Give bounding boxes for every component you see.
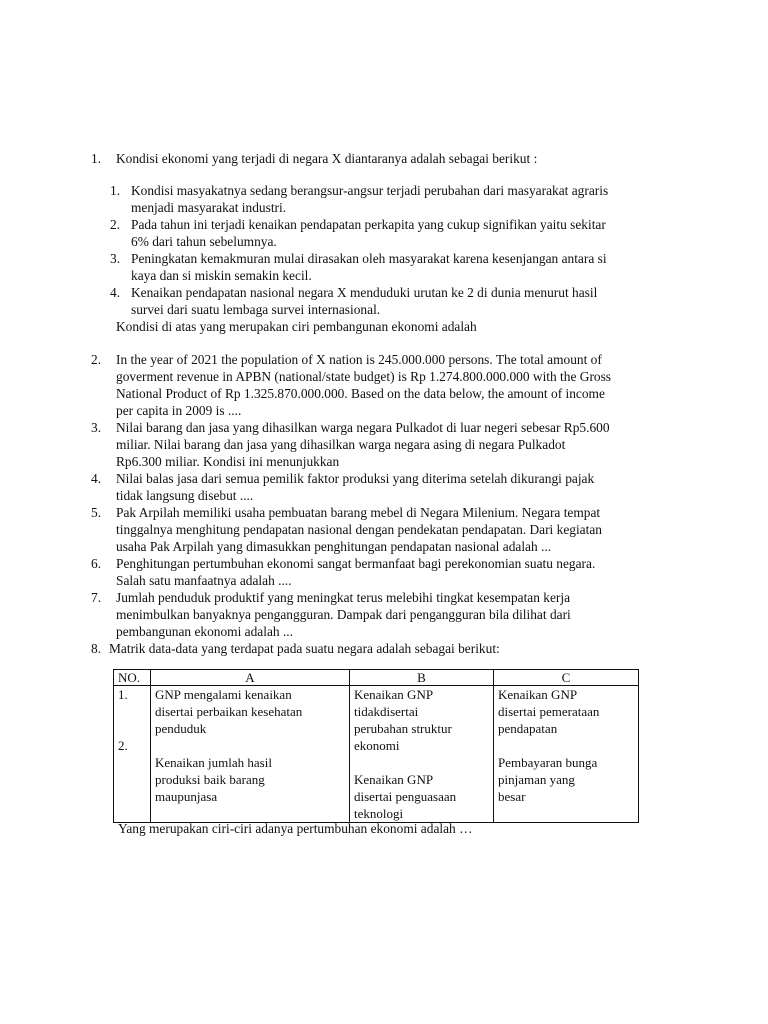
header-c: C [494,670,639,686]
q4-line-2: tidak langsung disebut .... [116,488,254,503]
q8-question: Yang merupakan ciri-ciri adanya pertumbuhan ekonomi adalah … [118,821,473,836]
q1-item-1-line-1: Kondisi masyakatnya sedang berangsur-angsur terjadi perubahan dari masyarakat agraris [131,183,609,198]
q1-item-3-line-1: Peningkatan kemakmuran mulai dirasakan oleh masyarakat karena kesenjangan antara si [131,251,607,266]
cell-c-item2-line3: besar [498,789,526,804]
q7-line-1: Jumlah penduduk produktif yang meningkat terus melebihi tingkat kesempatan kerja [116,590,571,605]
q3-line-1: Nilai barang dan jasa yang dihasilkan warga negara Pulkadot di luar negeri sebesar Rp5.600 [116,420,610,435]
q4-number: 4. [91,471,102,486]
q1-intro: Kondisi ekonomi yang terjadi di negara X diantaranya adalah sebagai berikut : [116,151,538,166]
q1-item-1-line-2: menjadi masyarakat industri. [131,200,287,215]
data-matrix-table [113,669,639,823]
q8-number: 8. [91,641,102,656]
q3-line-3: Rp6.300 miliar. Kondisi ini menunjukkan [116,454,340,469]
cell-c [494,686,639,823]
q2-line-4: per capita in 2009 is .... [116,403,242,418]
cell-b-item2-line2: disertai penguasaan [354,789,457,804]
q7-number: 7. [91,590,102,605]
q7-line-2: menimbulkan banyaknya pengangguran. Dampak dari pengangguran bila dilihat dari [116,607,571,622]
q3-number: 3. [91,420,102,435]
q1-item-3-line-2: kaya dan si miskin semakin kecil. [131,268,312,283]
cell-b-item2-line1: Kenaikan GNP [354,772,434,787]
row-number-1: 1. [118,687,128,702]
cell-b-item1-line1: Kenaikan GNP [354,687,434,702]
q2-line-2: goverment revenue in APBN (national/state budget) is Rp 1.274.800.000.000 with the Gross [116,369,612,384]
q2-line-1: In the year of 2021 the population of X nation is 245.000.000 persons. The total amount of [116,352,602,367]
header-b: B [350,670,494,686]
cell-b-item1-line2: tidakdisertai [354,704,419,719]
cell-a-item2-line2: produksi baik barang [155,772,265,787]
table-header-row [114,670,639,686]
cell-a-item1-line3: penduduk [155,721,207,736]
q5-line-2: tinggalnya menghitung pendapatan nasional dengan pendekatan pendapatan. Dari kegiatan [116,522,602,537]
row-number-2: 2. [118,738,128,753]
q2-number: 2. [91,352,102,367]
cell-a-item2-line1: Kenaikan jumlah hasil [155,755,272,770]
table-row [114,686,639,823]
q1-item-4-line-2: survei dari suatu lembaga survei internasional. [131,302,381,317]
q6-line-2: Salah satu manfaatnya adalah .... [116,573,292,588]
cell-a-item2-line3: maupunjasa [155,789,218,804]
q1-item-4-line-1: Kenaikan pendapatan nasional negara X menduduki urutan ke 2 di dunia menurut hasil [131,285,598,300]
cell-c-item1-line3: pendapatan [498,721,558,736]
cell-b-item1-line3: perubahan struktur [354,721,452,736]
q1-item-4-number: 4. [110,285,121,300]
q1-number: 1. [91,151,102,166]
q1-item-1-number: 1. [110,183,121,198]
q3-line-2: miliar. Nilai barang dan jasa yang dihasilkan warga negara asing di negara Pulkadot [116,437,566,452]
cell-b-item2-line3: teknologi [354,806,404,821]
q1-item-2-line-1: Pada tahun ini terjadi kenaikan pendapatan perkapita yang cukup signifikan yaitu sekitar [131,217,606,232]
cell-b-item1-line4: ekonomi [354,738,400,753]
cell-a-item1-line2: disertai perbaikan kesehatan [155,704,303,719]
q6-number: 6. [91,556,102,571]
q5-line-1: Pak Arpilah memiliki usaha pembuatan barang mebel di Negara Milenium. Negara tempat [116,505,601,520]
q2-line-3: National Product of Rp 1.325.870.000.000. Based on the data below, the amount of income [116,386,605,401]
q8-intro: Matrik data-data yang terdapat pada suatu negara adalah sebagai berikut: [109,641,500,656]
cell-a-item1-line1: GNP mengalami kenaikan [155,687,292,702]
q1-question: Kondisi di atas yang merupakan ciri pembangunan ekonomi adalah [116,319,477,334]
q6-line-1: Penghitungan pertumbuhan ekonomi sangat bermanfaat bagi perekonomian suatu negara. [116,556,596,571]
q4-line-1: Nilai balas jasa dari semua pemilik faktor produksi yang diterima setelah dikurangi pajak [116,471,595,486]
cell-no [114,686,151,823]
header-a: A [151,670,350,686]
cell-c-item1-line2: disertai pemerataan [498,704,600,719]
q1-item-2-line-2: 6% dari tahun sebelumnya. [131,234,277,249]
cell-c-item2-line1: Pembayaran bunga [498,755,598,770]
q1-item-3-number: 3. [110,251,121,266]
cell-a [151,686,350,823]
q5-number: 5. [91,505,102,520]
cell-b [350,686,494,823]
cell-c-item2-line2: pinjaman yang [498,772,575,787]
cell-c-item1-line1: Kenaikan GNP [498,687,578,702]
q7-line-3: pembangunan ekonomi adalah ... [116,624,294,639]
q5-line-3: usaha Pak Arpilah yang dimasukkan penghitungan pendapatan nasional adalah ... [116,539,552,554]
header-no: NO. [114,670,151,686]
q1-item-2-number: 2. [110,217,121,232]
